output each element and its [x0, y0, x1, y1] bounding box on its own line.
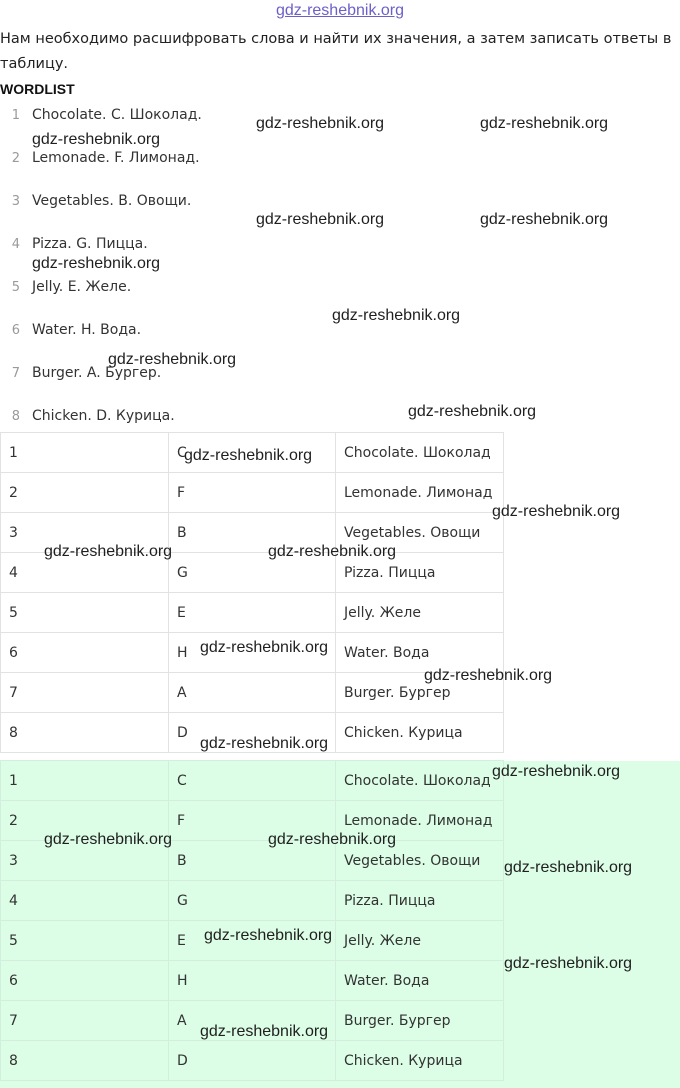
row-number-cell: 2	[1, 801, 169, 841]
watermark: gdz-reshebnik.org	[256, 211, 385, 228]
wordlist-item-text: Pizza. G. Пицца.	[32, 236, 148, 252]
watermark: gdz-reshebnik.org	[32, 131, 161, 148]
answer-table	[0, 432, 504, 753]
wordlist-item-number: 5	[11, 280, 20, 295]
table-row	[1, 1041, 504, 1081]
table-row	[1, 921, 504, 961]
row-number-cell: 5	[1, 593, 169, 633]
word-cell: Chicken. Курица	[336, 713, 504, 753]
wordlist-heading: WORDLIST	[0, 81, 75, 97]
table-row	[1, 801, 504, 841]
word-cell: Water. Вода	[336, 633, 504, 673]
wordlist-item-text: Water. H. Вода.	[32, 322, 142, 338]
letter-cell: A	[169, 1001, 336, 1041]
row-number-cell: 4	[1, 881, 169, 921]
table-row	[1, 473, 504, 513]
table-row	[1, 961, 504, 1001]
row-number-cell: 8	[1, 713, 169, 753]
watermark: gdz-reshebnik.org	[504, 859, 633, 876]
watermark: gdz-reshebnik.org	[184, 447, 313, 464]
letter-cell: E	[169, 593, 336, 633]
table-row	[1, 881, 504, 921]
letter-cell: C	[169, 761, 336, 801]
watermark: gdz-reshebnik.org	[268, 543, 397, 560]
watermark: gdz-reshebnik.org	[504, 955, 633, 972]
wordlist-item	[0, 315, 202, 358]
watermark: gdz-reshebnik.org	[492, 763, 621, 780]
watermark: gdz-reshebnik.org	[32, 255, 161, 272]
wordlist-item-text: Chicken. D. Курица.	[32, 408, 175, 424]
word-cell: Burger. Бургер	[336, 673, 504, 713]
word-cell: Lemonade. Лимонад	[336, 473, 504, 513]
watermark: gdz-reshebnik.org	[44, 831, 173, 848]
wordlist-item	[0, 229, 202, 272]
table-row	[1, 433, 504, 473]
word-cell: Chicken. Курица	[336, 1041, 504, 1081]
wordlist-item-text: Jelly. E. Желе.	[32, 279, 132, 295]
watermark: gdz-reshebnik.org	[200, 639, 329, 656]
table-row	[1, 513, 504, 553]
letter-cell: G	[169, 881, 336, 921]
table-row	[1, 761, 504, 801]
word-cell: Chocolate. Шоколад	[336, 433, 504, 473]
wordlist-item-text: Burger. A. Бургер.	[32, 365, 162, 381]
wordlist-item-number: 8	[11, 409, 20, 424]
wordlist-item-number: 3	[11, 194, 20, 209]
letter-cell: F	[169, 473, 336, 513]
task-intro-text: Нам необходимо расшифровать слова и найти их значения, а затем записать ответы в таблицу.	[0, 31, 672, 72]
row-number-cell: 1	[1, 433, 169, 473]
highlighted-answer-table	[0, 760, 504, 1081]
watermark: gdz-reshebnik.org	[204, 927, 333, 944]
wordlist-item-text: Vegetables. B. Овощи.	[32, 193, 192, 209]
word-cell: Vegetables. Овощи	[336, 841, 504, 881]
row-number-cell: 3	[1, 513, 169, 553]
word-cell: Pizza. Пицца	[336, 881, 504, 921]
row-number-cell: 7	[1, 1001, 169, 1041]
wordlist-item-number: 1	[11, 108, 20, 123]
site-header-link[interactable]: gdz-reshebnik.org	[275, 2, 405, 19]
word-cell: Chocolate. Шоколад	[336, 761, 504, 801]
row-number-cell: 4	[1, 553, 169, 593]
letter-cell: C	[169, 433, 336, 473]
letter-cell: H	[169, 961, 336, 1001]
letter-cell: F	[169, 801, 336, 841]
word-cell: Pizza. Пицца	[336, 553, 504, 593]
table-row	[1, 593, 504, 633]
letter-cell: B	[169, 513, 336, 553]
wordlist-item-number: 7	[11, 366, 20, 381]
watermark: gdz-reshebnik.org	[424, 667, 553, 684]
table-row	[1, 633, 504, 673]
watermark: gdz-reshebnik.org	[480, 115, 609, 132]
word-cell: Vegetables. Овощи	[336, 513, 504, 553]
wordlist-item-number: 6	[11, 323, 20, 338]
table-row	[1, 1001, 504, 1041]
watermark: gdz-reshebnik.org	[44, 543, 173, 560]
word-cell: Water. Вода	[336, 961, 504, 1001]
wordlist-item-number: 4	[11, 237, 20, 252]
row-number-cell: 6	[1, 633, 169, 673]
table-row	[1, 553, 504, 593]
table-row	[1, 713, 504, 753]
letter-cell: A	[169, 673, 336, 713]
watermark: gdz-reshebnik.org	[480, 211, 609, 228]
letter-cell: D	[169, 1041, 336, 1081]
word-cell: Lemonade. Лимонад	[336, 801, 504, 841]
row-number-cell: 3	[1, 841, 169, 881]
letter-cell: H	[169, 633, 336, 673]
word-cell: Jelly. Желе	[336, 593, 504, 633]
watermark: gdz-reshebnik.org	[256, 115, 385, 132]
wordlist-item	[0, 272, 202, 315]
letter-cell: E	[169, 921, 336, 961]
watermark: gdz-reshebnik.org	[492, 503, 621, 520]
row-number-cell: 7	[1, 673, 169, 713]
letter-cell: G	[169, 553, 336, 593]
table-row	[1, 673, 504, 713]
watermark: gdz-reshebnik.org	[200, 1023, 329, 1040]
letter-cell: D	[169, 713, 336, 753]
watermark: gdz-reshebnik.org	[332, 307, 461, 324]
row-number-cell: 6	[1, 961, 169, 1001]
row-number-cell: 1	[1, 761, 169, 801]
wordlist-item	[0, 100, 202, 143]
watermark: gdz-reshebnik.org	[268, 831, 397, 848]
row-number-cell: 5	[1, 921, 169, 961]
wordlist-item-number: 2	[11, 151, 20, 166]
table-row	[1, 841, 504, 881]
row-number-cell: 8	[1, 1041, 169, 1081]
wordlist-item	[0, 186, 202, 229]
watermark: gdz-reshebnik.org	[200, 735, 329, 752]
wordlist-item	[0, 143, 202, 186]
wordlist-item-text: Lemonade. F. Лимонад.	[32, 150, 200, 166]
watermark: gdz-reshebnik.org	[108, 351, 237, 368]
wordlist-item	[0, 358, 202, 401]
letter-cell: B	[169, 841, 336, 881]
word-cell: Jelly. Желе	[336, 921, 504, 961]
watermark: gdz-reshebnik.org	[408, 403, 537, 420]
row-number-cell: 2	[1, 473, 169, 513]
wordlist	[0, 100, 202, 444]
word-cell: Burger. Бургер	[336, 1001, 504, 1041]
wordlist-item-text: Chocolate. C. Шоколад.	[32, 107, 202, 123]
